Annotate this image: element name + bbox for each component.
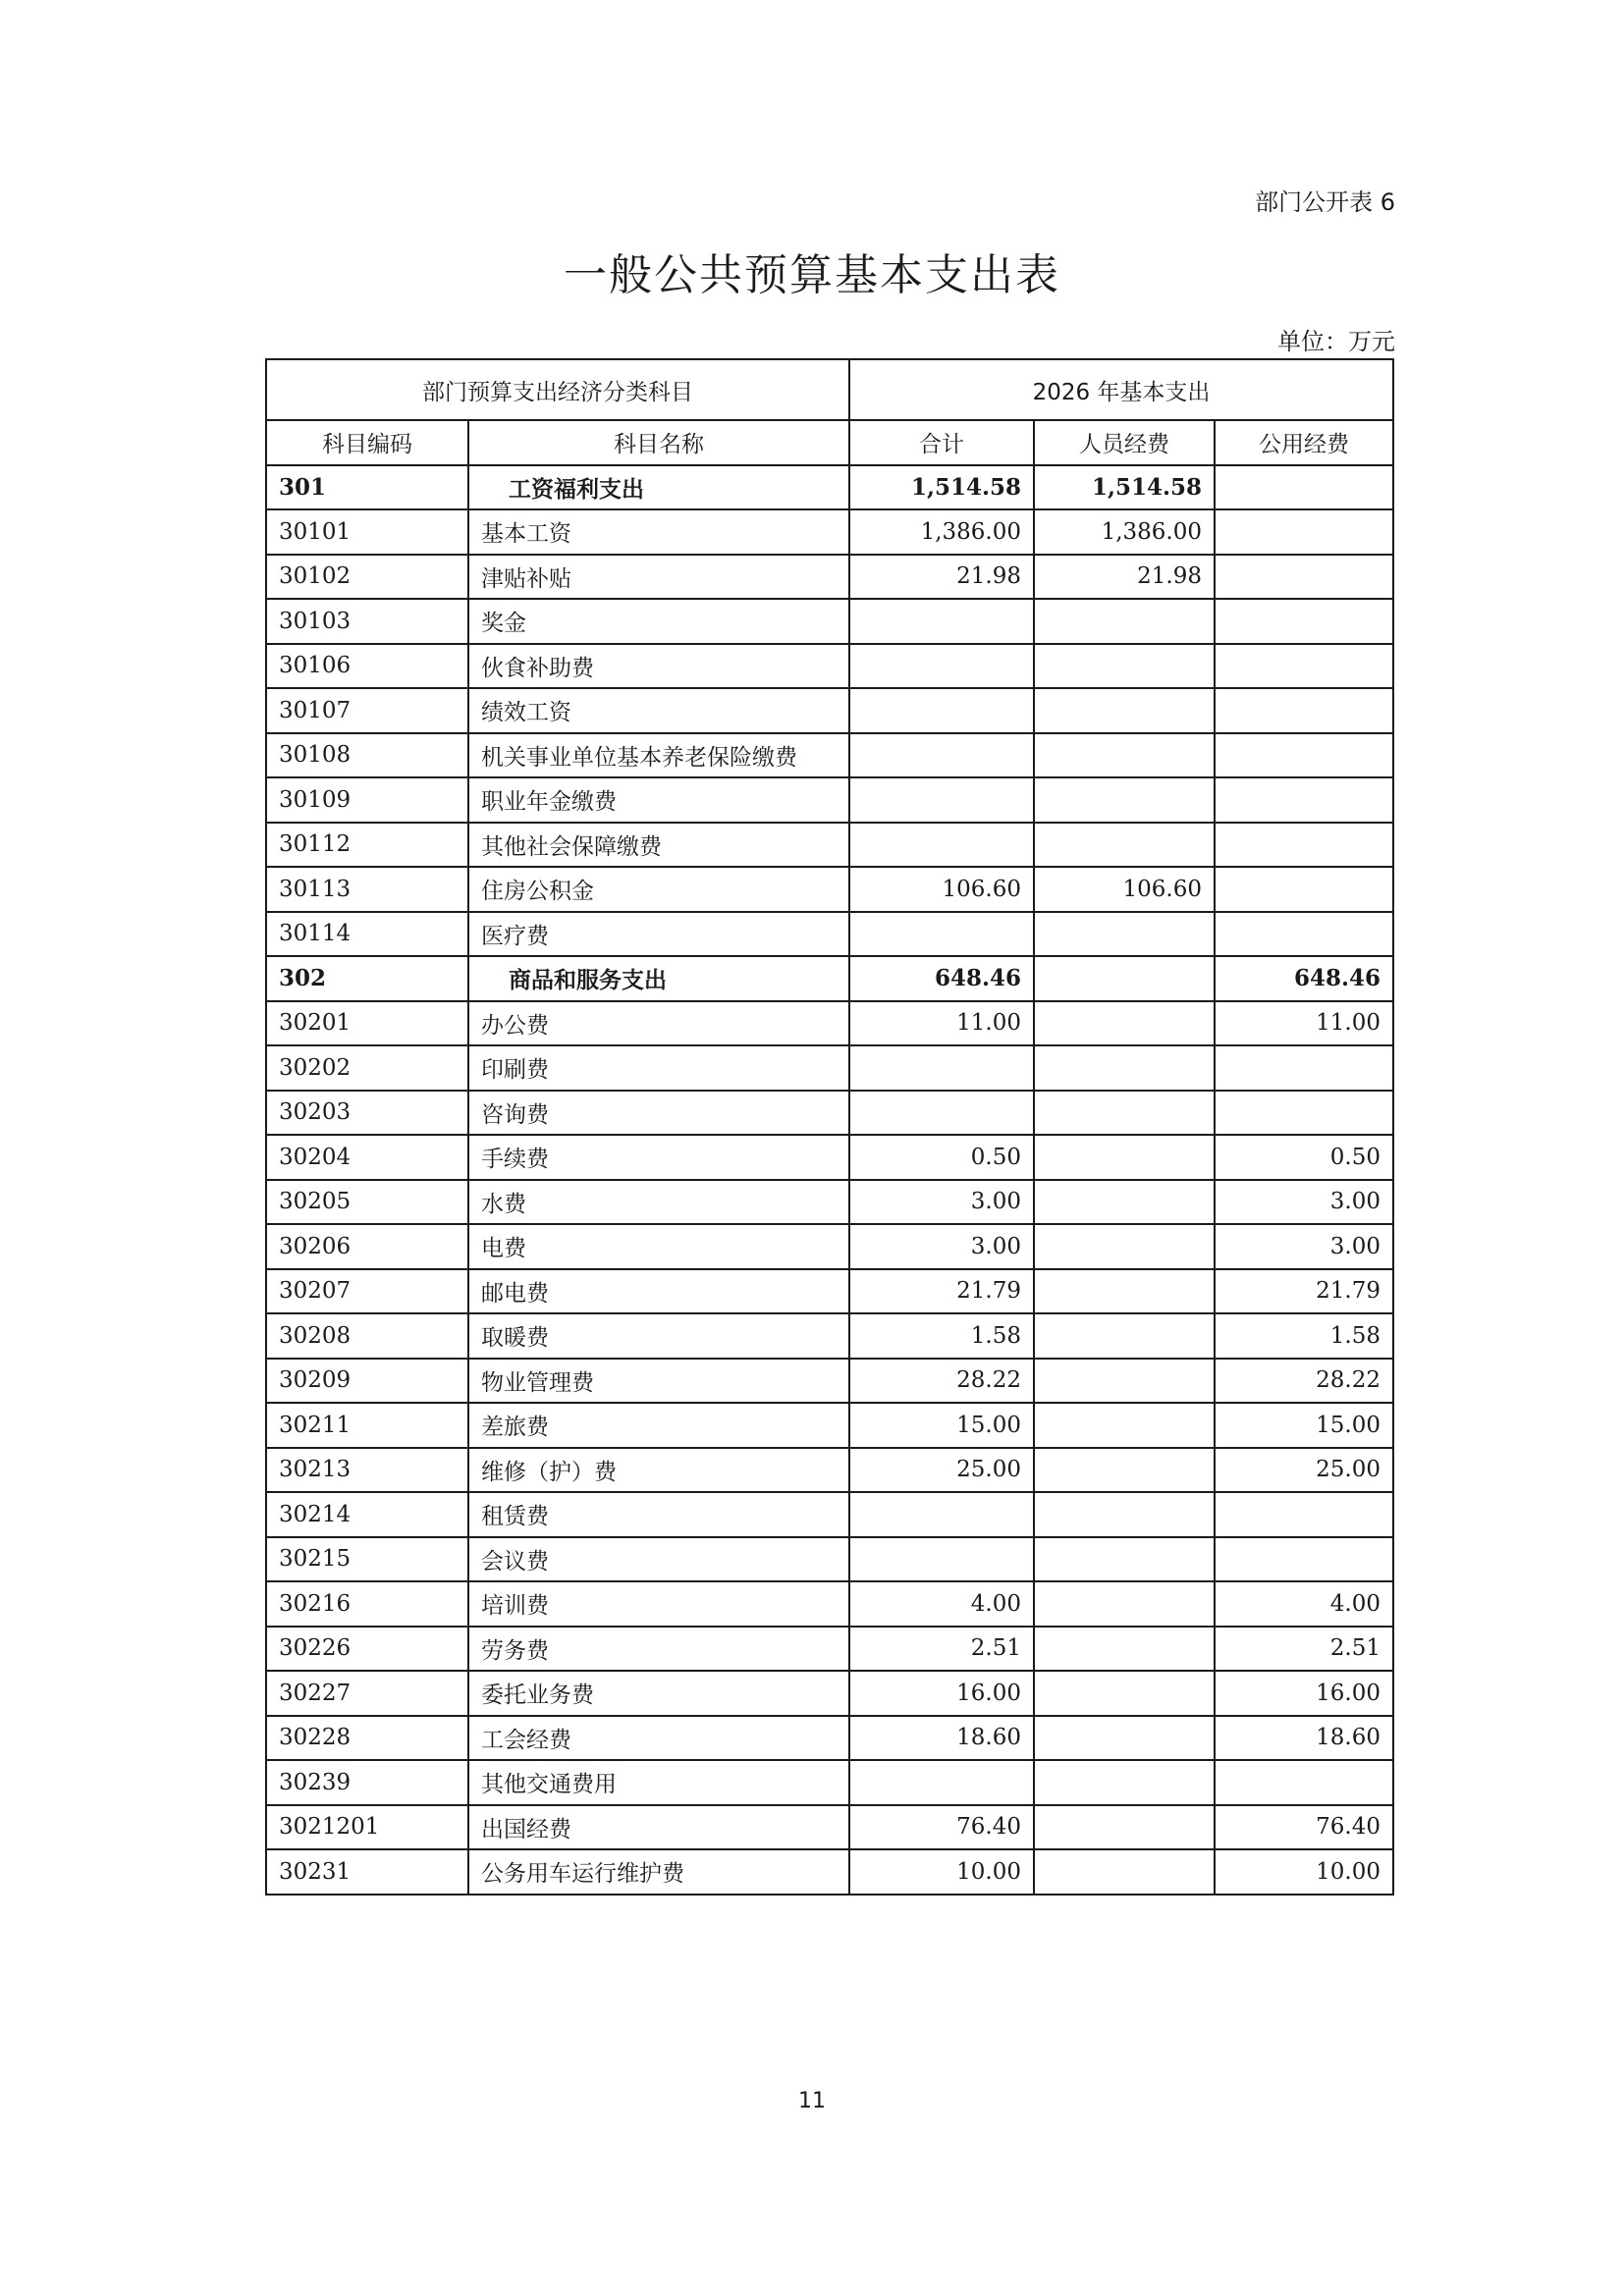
cell-personnel: 106.60 (1034, 867, 1215, 912)
cell-code: 30208 (266, 1313, 468, 1359)
cell-public (1215, 465, 1393, 510)
cell-public: 1.58 (1215, 1313, 1393, 1359)
cell-public: 28.22 (1215, 1359, 1393, 1404)
table-row (266, 1716, 1393, 1761)
cell-personnel (1034, 599, 1215, 644)
cell-personnel (1034, 777, 1215, 823)
table-row (266, 1492, 1393, 1537)
cell-public (1215, 867, 1393, 912)
cell-code: 30203 (266, 1091, 468, 1136)
cell-total (849, 688, 1034, 733)
table-row (266, 599, 1393, 644)
cell-code: 30205 (266, 1180, 468, 1225)
cell-code: 301 (266, 465, 468, 510)
cell-code: 3021201 (266, 1805, 468, 1850)
cell-total (849, 1537, 1034, 1582)
cell-total: 2.51 (849, 1627, 1034, 1672)
table-row (266, 1359, 1393, 1404)
cell-code: 30215 (266, 1537, 468, 1582)
cell-public (1215, 733, 1393, 778)
cell-personnel (1034, 688, 1215, 733)
cell-code: 30201 (266, 1001, 468, 1046)
cell-name: 医疗费 (468, 912, 849, 957)
cell-public: 15.00 (1215, 1403, 1393, 1448)
cell-code: 30231 (266, 1849, 468, 1895)
cell-code: 30214 (266, 1492, 468, 1537)
cell-public (1215, 777, 1393, 823)
table-row (266, 1269, 1393, 1314)
cell-personnel (1034, 1492, 1215, 1537)
group-header-row (266, 359, 1393, 420)
cell-personnel: 1,386.00 (1034, 509, 1215, 555)
table-row (266, 1537, 1393, 1582)
table-row (266, 956, 1393, 1001)
cell-total (849, 1760, 1034, 1805)
cell-name: 公务用车运行维护费 (468, 1849, 849, 1895)
cell-code: 30106 (266, 644, 468, 689)
budget-table-body (266, 465, 1393, 1895)
cell-code: 30239 (266, 1760, 468, 1805)
cell-personnel (1034, 1135, 1215, 1180)
cell-public: 16.00 (1215, 1671, 1393, 1716)
cell-total: 76.40 (849, 1805, 1034, 1850)
cell-code: 30103 (266, 599, 468, 644)
cell-name: 奖金 (468, 599, 849, 644)
column-header-code: 科目编码 (266, 420, 468, 465)
cell-total (849, 823, 1034, 868)
cell-personnel (1034, 1001, 1215, 1046)
cell-name: 工会经费 (468, 1716, 849, 1761)
cell-code: 30114 (266, 912, 468, 957)
cell-total (849, 912, 1034, 957)
cell-name: 培训费 (468, 1581, 849, 1627)
cell-public (1215, 1537, 1393, 1582)
cell-public: 648.46 (1215, 956, 1393, 1001)
cell-name: 基本工资 (468, 509, 849, 555)
cell-name: 邮电费 (468, 1269, 849, 1314)
table-row (266, 733, 1393, 778)
cell-personnel: 21.98 (1034, 555, 1215, 600)
cell-total: 1.58 (849, 1313, 1034, 1359)
table-row (266, 465, 1393, 510)
cell-code: 30112 (266, 823, 468, 868)
cell-personnel (1034, 1760, 1215, 1805)
cell-name: 手续费 (468, 1135, 849, 1180)
column-header-row (266, 420, 1393, 465)
table-row (266, 823, 1393, 868)
cell-personnel (1034, 733, 1215, 778)
table-row (266, 1091, 1393, 1136)
cell-total: 21.79 (849, 1269, 1034, 1314)
cell-public (1215, 1492, 1393, 1537)
cell-name: 办公费 (468, 1001, 849, 1046)
cell-name: 租赁费 (468, 1492, 849, 1537)
cell-total (849, 1045, 1034, 1091)
cell-name: 出国经费 (468, 1805, 849, 1850)
budget-table (265, 358, 1394, 1896)
table-row (266, 644, 1393, 689)
cell-total (849, 644, 1034, 689)
cell-name: 维修（护）费 (468, 1448, 849, 1493)
cell-public: 21.79 (1215, 1269, 1393, 1314)
cell-personnel (1034, 1269, 1215, 1314)
cell-name: 差旅费 (468, 1403, 849, 1448)
cell-name: 工资福利支出 (468, 465, 849, 510)
cell-name: 伙食补助费 (468, 644, 849, 689)
cell-name: 其他社会保障缴费 (468, 823, 849, 868)
cell-public: 3.00 (1215, 1224, 1393, 1269)
cell-personnel (1034, 912, 1215, 957)
column-header-personnel: 人员经费 (1034, 420, 1215, 465)
cell-public: 2.51 (1215, 1627, 1393, 1672)
cell-personnel (1034, 1537, 1215, 1582)
column-header-total: 合计 (849, 420, 1034, 465)
cell-total: 16.00 (849, 1671, 1034, 1716)
cell-public (1215, 1760, 1393, 1805)
cell-total: 4.00 (849, 1581, 1034, 1627)
cell-public (1215, 555, 1393, 600)
table-row (266, 1581, 1393, 1627)
cell-public: 25.00 (1215, 1448, 1393, 1493)
cell-public (1215, 509, 1393, 555)
cell-personnel (1034, 1313, 1215, 1359)
cell-public: 3.00 (1215, 1180, 1393, 1225)
table-row (266, 1224, 1393, 1269)
cell-personnel (1034, 1627, 1215, 1672)
cell-name: 委托业务费 (468, 1671, 849, 1716)
cell-code: 30228 (266, 1716, 468, 1761)
cell-personnel (1034, 1716, 1215, 1761)
cell-public: 11.00 (1215, 1001, 1393, 1046)
cell-code: 30204 (266, 1135, 468, 1180)
table-row (266, 1627, 1393, 1672)
table-row (266, 912, 1393, 957)
cell-code: 30109 (266, 777, 468, 823)
table-row (266, 1135, 1393, 1180)
cell-public (1215, 823, 1393, 868)
table-row (266, 1671, 1393, 1716)
cell-personnel (1034, 1581, 1215, 1627)
cell-total: 1,514.58 (849, 465, 1034, 510)
cell-name: 机关事业单位基本养老保险缴费 (468, 733, 849, 778)
cell-personnel (1034, 1671, 1215, 1716)
table-row (266, 1313, 1393, 1359)
table-row (266, 777, 1393, 823)
cell-total (849, 1091, 1034, 1136)
cell-total (849, 1492, 1034, 1537)
cell-personnel (1034, 1805, 1215, 1850)
cell-total: 3.00 (849, 1224, 1034, 1269)
cell-total: 648.46 (849, 956, 1034, 1001)
cell-name: 津贴补贴 (468, 555, 849, 600)
cell-name: 取暖费 (468, 1313, 849, 1359)
cell-total (849, 599, 1034, 644)
cell-code: 30227 (266, 1671, 468, 1716)
cell-total (849, 777, 1034, 823)
cell-total: 0.50 (849, 1135, 1034, 1180)
cell-code: 30107 (266, 688, 468, 733)
cell-public (1215, 688, 1393, 733)
cell-code: 30216 (266, 1581, 468, 1627)
cell-total (849, 733, 1034, 778)
cell-name: 物业管理费 (468, 1359, 849, 1404)
cell-personnel (1034, 1180, 1215, 1225)
cell-code: 30209 (266, 1359, 468, 1404)
cell-total: 18.60 (849, 1716, 1034, 1761)
table-row (266, 1448, 1393, 1493)
table-label: 部门公开表 6 (1255, 188, 1395, 216)
cell-code: 30202 (266, 1045, 468, 1091)
cell-public (1215, 1045, 1393, 1091)
cell-personnel (1034, 1045, 1215, 1091)
cell-personnel (1034, 956, 1215, 1001)
unit-label: 单位：万元 (1277, 328, 1395, 355)
cell-total: 3.00 (849, 1180, 1034, 1225)
cell-personnel (1034, 1359, 1215, 1404)
table-row (266, 1001, 1393, 1046)
cell-total: 1,386.00 (849, 509, 1034, 555)
table-row (266, 1805, 1393, 1850)
cell-name: 商品和服务支出 (468, 956, 849, 1001)
cell-public: 18.60 (1215, 1716, 1393, 1761)
cell-code: 30113 (266, 867, 468, 912)
cell-name: 劳务费 (468, 1627, 849, 1672)
column-header-name: 科目名称 (468, 420, 849, 465)
cell-total: 21.98 (849, 555, 1034, 600)
group-header-basic-expenditure: 2026 年基本支出 (849, 359, 1393, 420)
table-row (266, 688, 1393, 733)
cell-personnel (1034, 823, 1215, 868)
cell-code: 30226 (266, 1627, 468, 1672)
cell-public (1215, 599, 1393, 644)
cell-name: 咨询费 (468, 1091, 849, 1136)
table-row (266, 1760, 1393, 1805)
cell-name: 住房公积金 (468, 867, 849, 912)
table-row (266, 1849, 1393, 1895)
cell-code: 30206 (266, 1224, 468, 1269)
cell-public: 0.50 (1215, 1135, 1393, 1180)
cell-public (1215, 912, 1393, 957)
cell-code: 30213 (266, 1448, 468, 1493)
cell-personnel (1034, 1448, 1215, 1493)
cell-code: 30101 (266, 509, 468, 555)
cell-total: 11.00 (849, 1001, 1034, 1046)
cell-code: 30211 (266, 1403, 468, 1448)
cell-personnel: 1,514.58 (1034, 465, 1215, 510)
table-row (266, 1403, 1393, 1448)
cell-code: 30102 (266, 555, 468, 600)
cell-name: 职业年金缴费 (468, 777, 849, 823)
table-row (266, 1045, 1393, 1091)
cell-personnel (1034, 1849, 1215, 1895)
cell-public (1215, 644, 1393, 689)
cell-total: 106.60 (849, 867, 1034, 912)
cell-personnel (1034, 1224, 1215, 1269)
cell-code: 30108 (266, 733, 468, 778)
page-number: 11 (798, 2089, 826, 2113)
cell-personnel (1034, 1091, 1215, 1136)
cell-total: 28.22 (849, 1359, 1034, 1404)
cell-total: 15.00 (849, 1403, 1034, 1448)
cell-name: 绩效工资 (468, 688, 849, 733)
cell-public (1215, 1091, 1393, 1136)
cell-name: 电费 (468, 1224, 849, 1269)
group-header-classification: 部门预算支出经济分类科目 (266, 359, 849, 420)
cell-public: 10.00 (1215, 1849, 1393, 1895)
cell-total: 25.00 (849, 1448, 1034, 1493)
cell-name: 会议费 (468, 1537, 849, 1582)
cell-code: 30207 (266, 1269, 468, 1314)
cell-personnel (1034, 1403, 1215, 1448)
column-header-public: 公用经费 (1215, 420, 1393, 465)
table-row (266, 867, 1393, 912)
table-row (266, 509, 1393, 555)
page-title: 一般公共预算基本支出表 (564, 250, 1060, 300)
cell-public: 76.40 (1215, 1805, 1393, 1850)
cell-name: 水费 (468, 1180, 849, 1225)
cell-personnel (1034, 644, 1215, 689)
cell-code: 302 (266, 956, 468, 1001)
table-row (266, 555, 1393, 600)
cell-total: 10.00 (849, 1849, 1034, 1895)
table-row (266, 1180, 1393, 1225)
cell-name: 其他交通费用 (468, 1760, 849, 1805)
cell-public: 4.00 (1215, 1581, 1393, 1627)
cell-name: 印刷费 (468, 1045, 849, 1091)
